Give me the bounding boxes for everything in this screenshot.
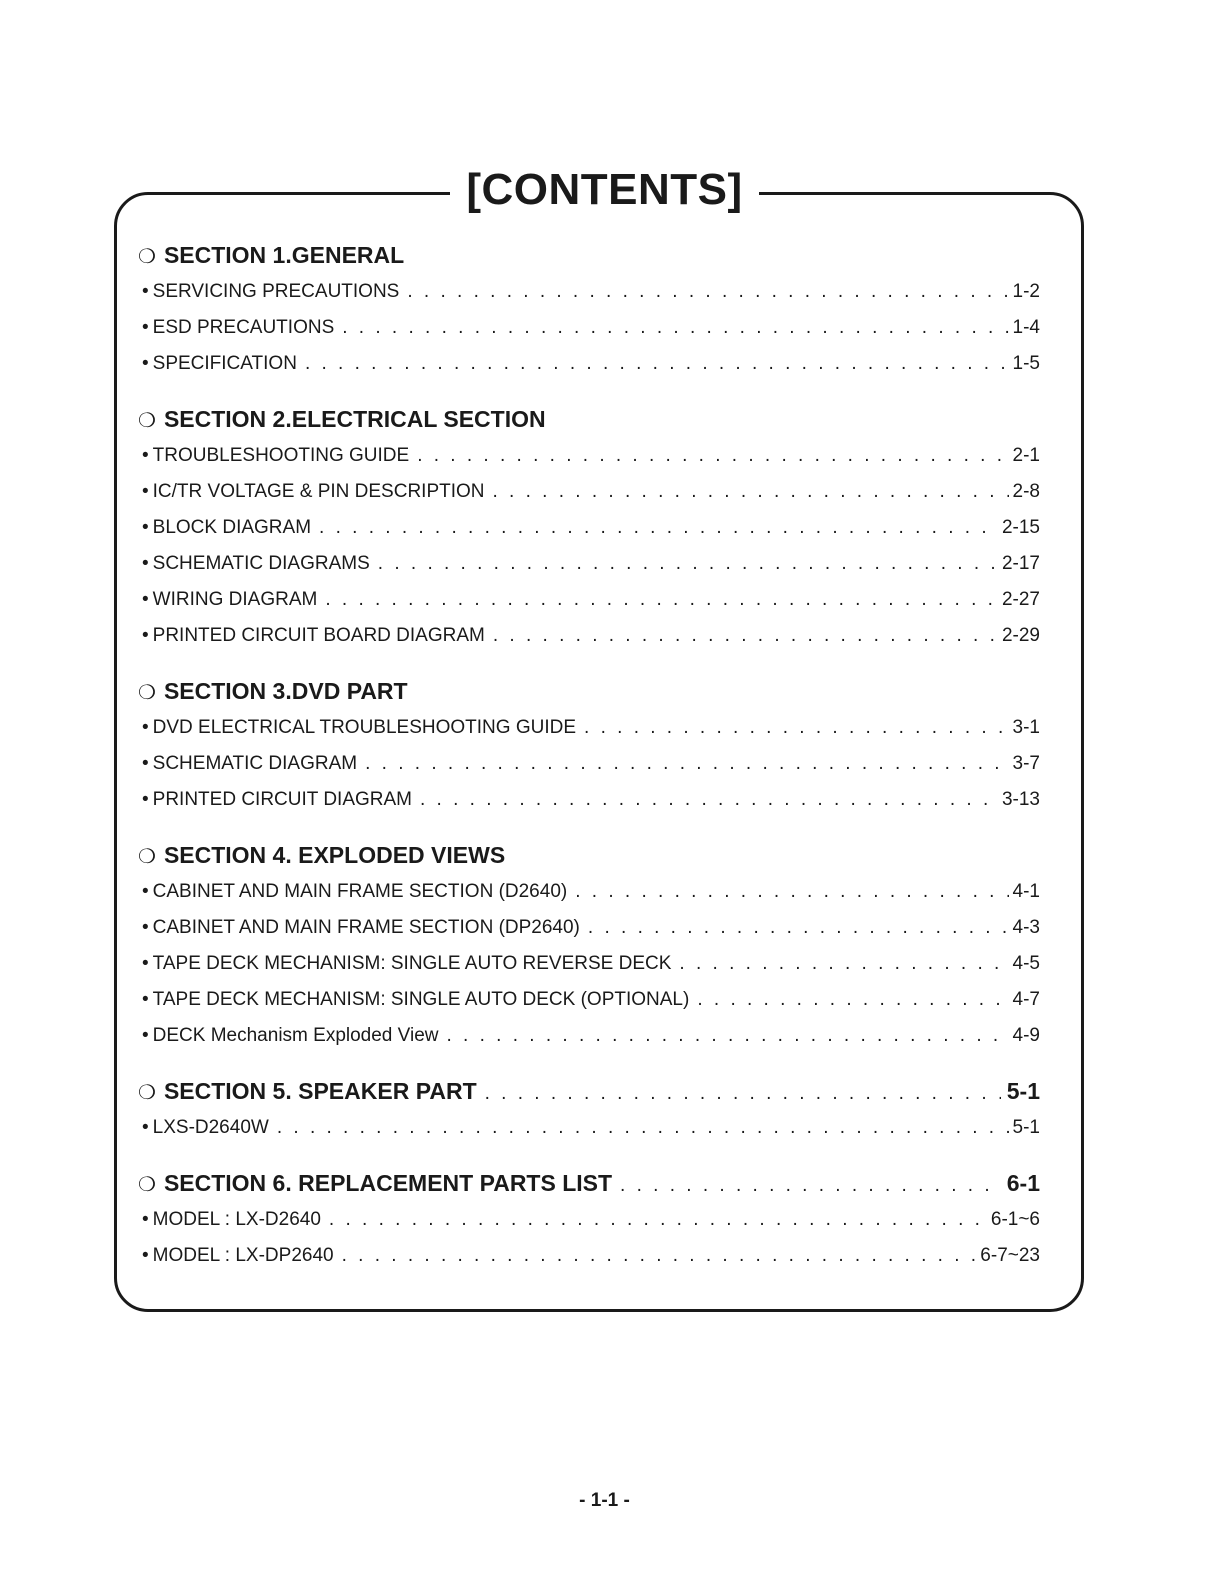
toc-entry-label: SCHEMATIC DIAGRAM bbox=[152, 753, 358, 774]
toc-entry-label: TAPE DECK MECHANISM: SINGLE AUTO REVERSE DECK bbox=[152, 953, 672, 974]
toc-entry[interactable] bbox=[138, 438, 1046, 474]
dot-leader bbox=[588, 910, 1009, 946]
dot-leader bbox=[420, 782, 998, 818]
bullet-icon: • bbox=[142, 317, 149, 338]
dot-leader bbox=[417, 438, 1008, 474]
toc-section bbox=[138, 236, 1046, 382]
dot-leader bbox=[679, 946, 1008, 982]
page-title: [CONTENTS] bbox=[0, 164, 1209, 216]
section-heading-label: SECTION 3.DVD PART bbox=[163, 678, 408, 704]
bullet-icon: • bbox=[142, 281, 149, 302]
toc-entry[interactable] bbox=[138, 910, 1046, 946]
toc-entry-label: CABINET AND MAIN FRAME SECTION (D2640) bbox=[152, 881, 568, 902]
toc-entry-page: 2-15 bbox=[1001, 517, 1040, 538]
toc-section bbox=[138, 672, 1046, 818]
toc-entry[interactable] bbox=[138, 982, 1046, 1018]
dot-leader bbox=[329, 1202, 987, 1238]
toc-entry-label: DVD ELECTRICAL TROUBLESHOOTING GUIDE bbox=[152, 717, 577, 738]
toc-section bbox=[138, 400, 1046, 654]
bullet-icon: • bbox=[142, 789, 149, 810]
dot-leader bbox=[407, 274, 1008, 310]
toc-entry-page: 4-3 bbox=[1012, 917, 1040, 938]
toc-entry-label: PRINTED CIRCUIT BOARD DIAGRAM bbox=[152, 625, 485, 646]
dot-leader bbox=[584, 710, 1009, 746]
toc-entry-label: TAPE DECK MECHANISM: SINGLE AUTO DECK (OPTIONAL) bbox=[152, 989, 690, 1010]
toc-entry-label: LXS-D2640W bbox=[152, 1117, 269, 1138]
dot-leader bbox=[325, 582, 998, 618]
toc-entry-page: 2-27 bbox=[1001, 589, 1040, 610]
toc-entry-page: 4-5 bbox=[1012, 953, 1040, 974]
toc-section bbox=[138, 1164, 1046, 1274]
bullet-icon: • bbox=[142, 1025, 149, 1046]
dot-leader bbox=[575, 874, 1008, 910]
bullet-icon: • bbox=[142, 589, 149, 610]
bullet-icon: • bbox=[142, 717, 149, 738]
toc-entry-page: 4-1 bbox=[1012, 881, 1040, 902]
toc-entry[interactable] bbox=[138, 546, 1046, 582]
toc-entry[interactable] bbox=[138, 310, 1046, 346]
bullet-icon: • bbox=[142, 481, 149, 502]
toc-entry-page: 3-13 bbox=[1001, 789, 1040, 810]
toc-entry[interactable] bbox=[138, 946, 1046, 982]
toc-entry[interactable] bbox=[138, 1238, 1046, 1274]
toc-entry-label: DECK Mechanism Exploded View bbox=[152, 1025, 439, 1046]
ring-bullet-icon: ❍ bbox=[138, 410, 156, 432]
toc-entry-page: 3-1 bbox=[1012, 717, 1040, 738]
dot-leader bbox=[342, 310, 1008, 346]
table-of-contents bbox=[138, 236, 1046, 1292]
toc-entry[interactable] bbox=[138, 1018, 1046, 1054]
bullet-icon: • bbox=[142, 445, 149, 466]
toc-entry[interactable] bbox=[138, 710, 1046, 746]
bullet-icon: • bbox=[142, 1117, 149, 1138]
dot-leader bbox=[378, 546, 998, 582]
toc-entry[interactable] bbox=[138, 274, 1046, 310]
ring-bullet-icon: ❍ bbox=[138, 246, 156, 268]
dot-leader bbox=[305, 346, 1009, 382]
toc-entry-page: 1-5 bbox=[1012, 353, 1040, 374]
ring-bullet-icon: ❍ bbox=[138, 846, 156, 868]
dot-leader bbox=[319, 510, 998, 546]
section-heading-label: SECTION 5. SPEAKER PART bbox=[163, 1078, 477, 1104]
toc-entry-page: 5-1 bbox=[1012, 1117, 1040, 1138]
dot-leader bbox=[447, 1018, 1009, 1054]
dot-leader bbox=[485, 1075, 1001, 1113]
toc-entry-label: BLOCK DIAGRAM bbox=[152, 517, 312, 538]
bullet-icon: • bbox=[142, 553, 149, 574]
bullet-icon: • bbox=[142, 753, 149, 774]
bullet-icon: • bbox=[142, 1245, 149, 1266]
section-page-number: 6-1 bbox=[1006, 1170, 1040, 1196]
toc-entry-page: 2-17 bbox=[1001, 553, 1040, 574]
toc-entry-page: 6-1~6 bbox=[990, 1209, 1040, 1230]
section-heading[interactable] bbox=[138, 836, 1046, 874]
dot-leader bbox=[620, 1167, 1001, 1205]
section-heading[interactable] bbox=[138, 672, 1046, 710]
toc-entry-label: SERVICING PRECAUTIONS bbox=[152, 281, 400, 302]
toc-entry-page: 1-4 bbox=[1012, 317, 1040, 338]
toc-entry-label: WIRING DIAGRAM bbox=[152, 589, 318, 610]
section-heading-label: SECTION 1.GENERAL bbox=[163, 242, 405, 268]
toc-entry-page: 1-2 bbox=[1012, 281, 1040, 302]
toc-entry-page: 3-7 bbox=[1012, 753, 1040, 774]
toc-entry[interactable] bbox=[138, 474, 1046, 510]
section-page-number: 5-1 bbox=[1006, 1078, 1040, 1104]
bullet-icon: • bbox=[142, 517, 149, 538]
toc-section bbox=[138, 836, 1046, 1054]
toc-entry-label: PRINTED CIRCUIT DIAGRAM bbox=[152, 789, 412, 810]
section-heading-label: SECTION 6. REPLACEMENT PARTS LIST bbox=[163, 1170, 613, 1196]
section-heading[interactable] bbox=[138, 1164, 1046, 1202]
toc-entry[interactable] bbox=[138, 618, 1046, 654]
toc-entry[interactable] bbox=[138, 746, 1046, 782]
toc-section bbox=[138, 1072, 1046, 1146]
toc-entry-page: 2-29 bbox=[1001, 625, 1040, 646]
toc-entry[interactable] bbox=[138, 782, 1046, 818]
dot-leader bbox=[493, 618, 998, 654]
toc-entry-label: ESD PRECAUTIONS bbox=[152, 317, 335, 338]
ring-bullet-icon: ❍ bbox=[138, 1174, 156, 1196]
toc-entry-page: 4-7 bbox=[1012, 989, 1040, 1010]
dot-leader bbox=[342, 1238, 977, 1274]
page-number: - 1-1 - bbox=[579, 1490, 630, 1511]
section-heading-label: SECTION 2.ELECTRICAL SECTION bbox=[163, 406, 546, 432]
toc-entry-page: 4-9 bbox=[1012, 1025, 1040, 1046]
toc-entry[interactable] bbox=[138, 874, 1046, 910]
bullet-icon: • bbox=[142, 625, 149, 646]
toc-entry-page: 2-1 bbox=[1012, 445, 1040, 466]
dot-leader bbox=[277, 1110, 1009, 1146]
dot-leader bbox=[365, 746, 1008, 782]
ring-bullet-icon: ❍ bbox=[138, 1082, 156, 1104]
bullet-icon: • bbox=[142, 1209, 149, 1230]
section-heading[interactable] bbox=[138, 1072, 1046, 1110]
toc-entry-page: 2-8 bbox=[1012, 481, 1040, 502]
toc-entry[interactable] bbox=[138, 346, 1046, 382]
toc-entry-label: MODEL : LX-DP2640 bbox=[152, 1245, 334, 1266]
dot-leader bbox=[493, 474, 1009, 510]
toc-entry-page: 6-7~23 bbox=[980, 1245, 1040, 1266]
dot-leader bbox=[697, 982, 1008, 1018]
toc-entry-label: TROUBLESHOOTING GUIDE bbox=[152, 445, 410, 466]
section-heading[interactable] bbox=[138, 236, 1046, 274]
toc-entry-label: IC/TR VOLTAGE & PIN DESCRIPTION bbox=[152, 481, 485, 502]
section-heading-label: SECTION 4. EXPLODED VIEWS bbox=[163, 842, 506, 868]
bullet-icon: • bbox=[142, 353, 149, 374]
toc-entry[interactable] bbox=[138, 1202, 1046, 1238]
toc-entry-label: SCHEMATIC DIAGRAMS bbox=[152, 553, 370, 574]
toc-entry-label: SPECIFICATION bbox=[152, 353, 297, 374]
section-heading[interactable] bbox=[138, 400, 1046, 438]
bullet-icon: • bbox=[142, 881, 149, 902]
toc-entry[interactable] bbox=[138, 582, 1046, 618]
ring-bullet-icon: ❍ bbox=[138, 682, 156, 704]
toc-entry-label: MODEL : LX-D2640 bbox=[152, 1209, 321, 1230]
bullet-icon: • bbox=[142, 917, 149, 938]
bullet-icon: • bbox=[142, 953, 149, 974]
toc-entry[interactable] bbox=[138, 510, 1046, 546]
toc-entry[interactable] bbox=[138, 1110, 1046, 1146]
toc-entry-label: CABINET AND MAIN FRAME SECTION (DP2640) bbox=[152, 917, 580, 938]
bullet-icon: • bbox=[142, 989, 149, 1010]
